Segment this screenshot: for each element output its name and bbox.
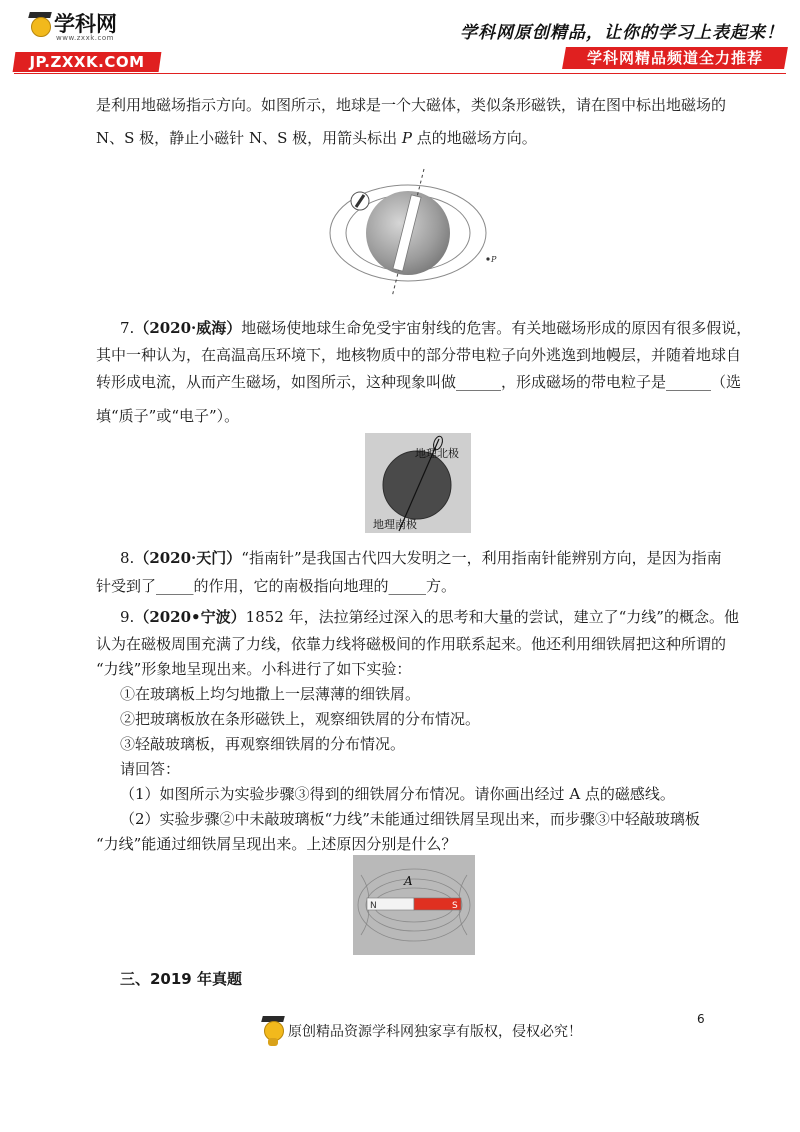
q7-line2: 其中一种认为，在高温高压环境下，地核物质中的部分带电粒子向外逃逸到地幔层，并随着地球自 xyxy=(96,346,742,364)
q6-line1: 是利用地磁场指示方向。如图所示，地球是一个大磁体，类似条形磁铁，请在图中标出地磁场的 xyxy=(96,96,727,114)
q9-sub2-line1: （2）实验步骤②中未敲玻璃板“力线”未能通过细铁屑呈现出来，而步骤③中轻敲玻璃板 xyxy=(120,810,700,828)
header-rule xyxy=(14,73,786,74)
q9-sub1: （1）如图所示为实验步骤③得到的细铁屑分布情况。请你画出经过 A 点的磁感线。 xyxy=(120,785,675,803)
magnet-n-label: N xyxy=(370,901,377,911)
footer-copyright: 原创精品资源学科网独家享有版权，侵权必究！ xyxy=(288,1024,582,1040)
logo-band-text: JP.ZXXK.COM xyxy=(29,53,145,71)
iron-filings-figure xyxy=(353,855,475,955)
q7-line1-text: 地磁场使地球生命免受宇宙射线的危害。有关地磁场形成的原因有很多假说， xyxy=(241,319,752,337)
q9-step1: ①在玻璃板上均匀地撒上一层薄薄的细铁屑。 xyxy=(120,685,421,703)
logo-band xyxy=(13,52,162,72)
point-p-label: P xyxy=(491,255,497,264)
q7-line3: 转形成电流，从而产生磁场，如图所示，这种现象叫做______，形成磁场的带电粒子是______（选 xyxy=(96,373,742,391)
q9-line1 xyxy=(120,607,739,627)
q9-step3: ③轻敲玻璃板，再观察细铁屑的分布情况。 xyxy=(120,735,406,753)
logo-name: 学科网 xyxy=(54,12,117,36)
q8-source: （2020·天门） xyxy=(134,549,242,567)
section-heading: 三、2019 年真题 xyxy=(120,970,242,988)
q9-line3: “力线”形象地呈现出来。小科进行了如下实验： xyxy=(96,660,412,678)
q7-number: 7. xyxy=(120,319,135,337)
q8-line2: 针受到了_____的作用，它的南极指向地理的_____方。 xyxy=(96,577,457,595)
page-number: 6 xyxy=(697,1012,705,1026)
q6-line2-p: P xyxy=(401,129,412,147)
q9-sub2-line2: “力线”能通过细铁屑呈现出来。上述原因分别是什么？ xyxy=(96,835,457,853)
geomagnetic-figure xyxy=(365,433,471,533)
q6-line2-a: N、S 极，静止小磁针 N、S 极，用箭头标出 xyxy=(96,129,402,147)
q7-line1 xyxy=(120,318,752,338)
footer-mascot-icon xyxy=(262,1016,286,1046)
point-p-marker xyxy=(486,257,489,260)
site-logo xyxy=(14,10,164,72)
mascot-icon xyxy=(28,12,52,38)
q9-number: 9. xyxy=(120,608,135,626)
logo-subtitle: www.zxxk.com xyxy=(56,34,114,42)
q9-line1-text: 1852 年，法拉第经过深入的思考和大量的尝试，建立了“力线”的概念。他 xyxy=(245,608,739,626)
earth-magnet-figure xyxy=(320,163,510,303)
q9-line2: 认为在磁极周围充满了力线，依靠力线将磁极间的作用联系起来。他还利用细铁屑把这种所谓的 xyxy=(96,635,727,653)
q6-line2-b: 点的地磁场方向。 xyxy=(411,129,537,147)
q6-line2 xyxy=(96,128,710,148)
footer xyxy=(262,1016,582,1046)
q8-number: 8. xyxy=(120,549,135,567)
header-slogan: 学科网原创精品，让你的学习上表起来！ xyxy=(460,23,784,43)
q7-line4: 填“质子”或“电子”）。 xyxy=(96,407,240,425)
earth-disk xyxy=(383,451,451,519)
q8-line1-text: “指南针”是我国古代四大发明之一，利用指南针能辨别方向，是因为指南 xyxy=(241,549,722,567)
q8-line1 xyxy=(120,548,722,568)
q9-source: （2020•宁波） xyxy=(134,608,246,626)
magnet-s-label: S xyxy=(452,901,458,911)
header-band-text: 学科网精品频道全力推荐 xyxy=(586,49,763,67)
header-band xyxy=(562,47,788,69)
q9-step2: ②把玻璃板放在条形磁铁上，观察细铁屑的分布情况。 xyxy=(120,710,481,728)
label-geo-north: 地理北极 xyxy=(415,447,459,460)
q7-source: （2020·威海） xyxy=(134,319,242,337)
point-a-label: A xyxy=(404,874,413,888)
label-geo-south: 地理南极 xyxy=(373,518,417,531)
q9-ask: 请回答： xyxy=(120,760,181,778)
